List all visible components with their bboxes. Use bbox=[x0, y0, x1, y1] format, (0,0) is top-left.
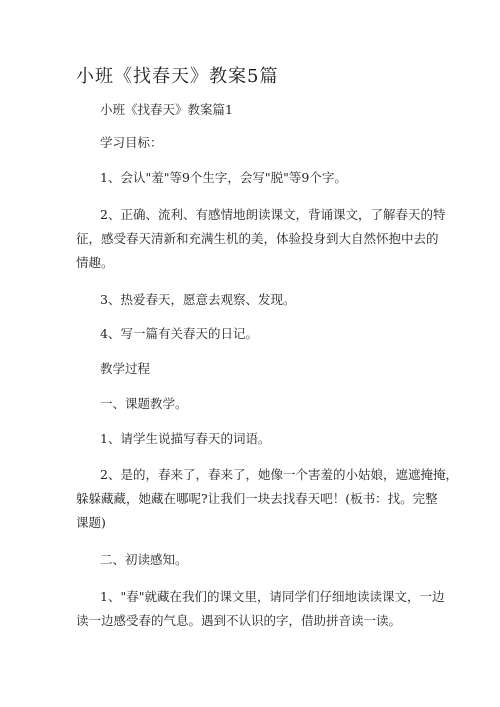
goals-heading: 学习目标： bbox=[100, 135, 163, 150]
goal-2-line-3: 情趣。 bbox=[76, 255, 114, 270]
document-title: 小班《找春天》教案5篇 bbox=[76, 66, 279, 87]
goal-3: 3、热爱春天，愿意去观察、发现。 bbox=[100, 292, 296, 307]
process-heading: 教学过程 bbox=[100, 361, 151, 376]
step-2-1-line-2: 读一边感受春的气息。遇到不认识的字，借助拼音读一读。 bbox=[76, 613, 402, 628]
step-1-2-line-3: 课题) bbox=[76, 515, 106, 530]
step-1-2-line-1: 2、是的，春来了，春来了，她像一个害羞的小姑娘，遮遮掩掩， bbox=[100, 467, 458, 482]
goal-2-line-2: 征，感受春天清新和充满生机的美，体验投身到大自然怀抱中去的 bbox=[76, 231, 439, 246]
step-1-2-line-2: 躲躲藏藏，她藏在哪呢?让我们一块去找春天吧！(板书：找。完整 bbox=[76, 491, 438, 506]
step-1-2 bbox=[76, 463, 458, 535]
step-1-1: 1、请学生说描写春天的词语。 bbox=[100, 431, 271, 446]
goal-2 bbox=[76, 203, 446, 275]
subtitle: 小班《找春天》教案篇1 bbox=[100, 102, 233, 117]
goal-1: 1、会认"羞"等9个生字，会写"脱"等9个字。 bbox=[100, 170, 347, 185]
step-2-1-line-1: 1、"春"就藏在我们的课文里，请同学们仔细地读读课文，一边 bbox=[100, 589, 445, 604]
goal-4: 4、写一篇有关春天的日记。 bbox=[100, 326, 258, 341]
step-2-1 bbox=[76, 585, 445, 633]
goal-2-line-1: 2、正确、流利、有感情地朗读课文，背诵课文，了解春天的特 bbox=[100, 207, 446, 222]
section-1-heading: 一、课题教学。 bbox=[100, 396, 188, 411]
section-2-heading: 二、初读感知。 bbox=[100, 552, 188, 567]
